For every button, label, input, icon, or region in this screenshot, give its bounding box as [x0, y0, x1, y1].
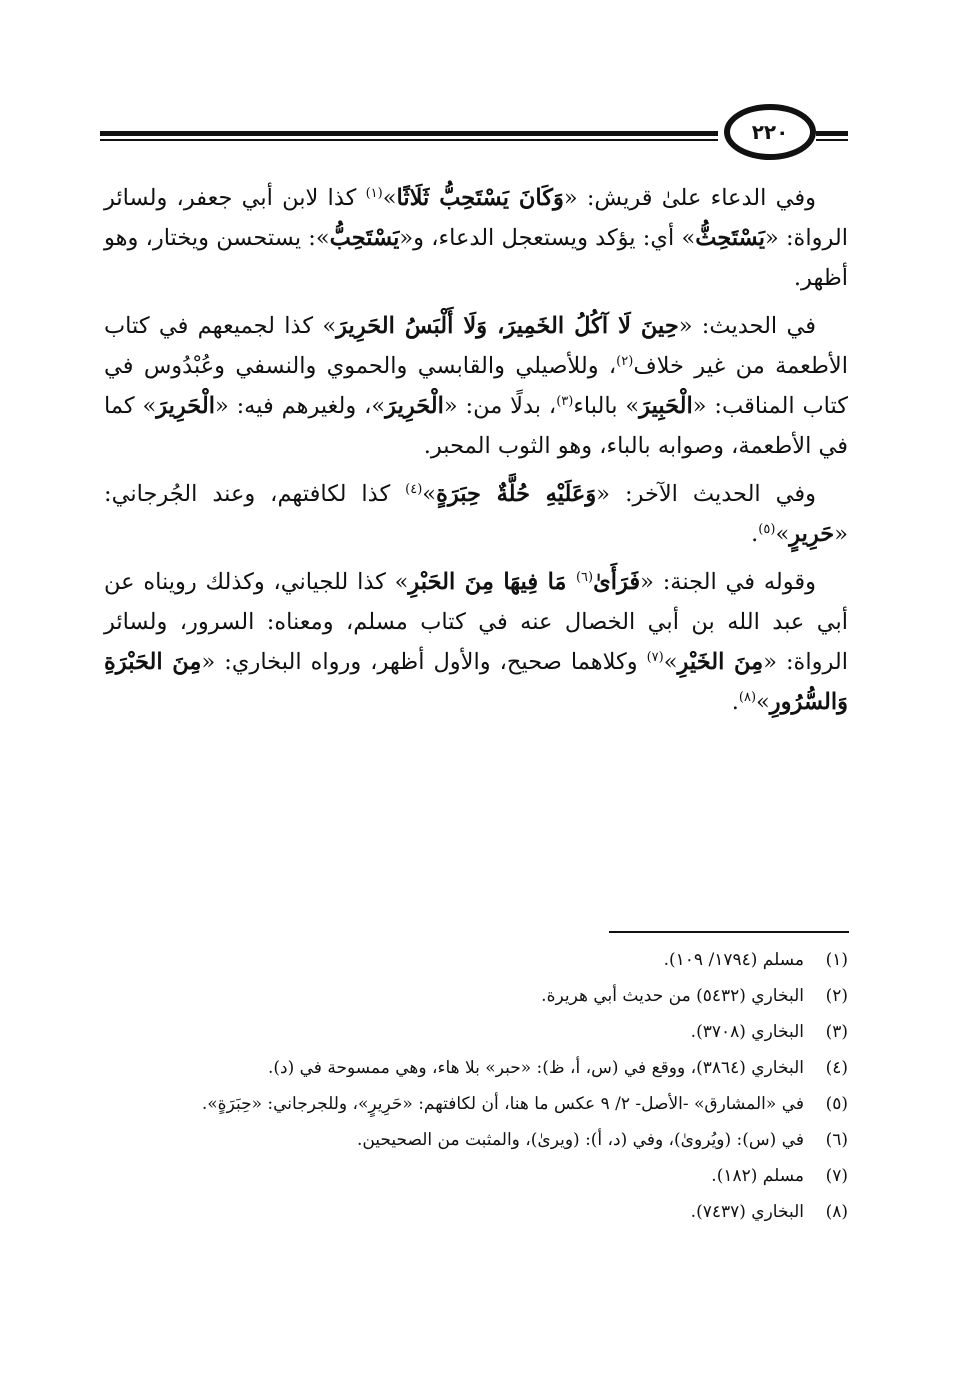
- footnote-separator: [609, 931, 849, 933]
- footnote-item: [104, 1198, 848, 1226]
- paragraph: [104, 178, 848, 298]
- footnote-text: في (س): (ويُروىٰ)، وفي (د، أ): (ويرىٰ)، والمثبت من الصحيحين.: [356, 1130, 804, 1150]
- footnote-number: (٥): [825, 1094, 848, 1114]
- footnote-ref: (٥): [758, 522, 776, 537]
- footnote-text: البخاري (٧٤٣٧).: [690, 1202, 804, 1222]
- text-run: »، ولغيرهم فيه: «: [214, 393, 386, 419]
- footnote-text: في «المشارق» -الأصل- ٢/ ٩ عكس ما هنا، أن لكافتهم: «حَرِيرٍ»، وللجرجاني: «حِبَرَةٍ».: [201, 1094, 804, 1114]
- hadith-quote: فَرَأَىٰ: [593, 569, 641, 595]
- text-run: » كذا للجياني، وكذلك رويناه عن أبي عبد الله بن أبي الخصال عنه في كتاب مسلم، ومعناه: السرور، ولسائر الرواة: «: [104, 569, 848, 675]
- footnote-number: (١): [825, 950, 848, 970]
- footnote-item: [104, 946, 848, 974]
- footnote-item: [104, 1054, 848, 1082]
- text-run: »: [775, 521, 790, 547]
- footnote-item: [104, 1126, 848, 1154]
- hadith-quote: مِنَ الحَبْرَةِ وَالسُّرُورِ: [104, 649, 848, 715]
- footnote-item: [104, 1162, 848, 1190]
- footnote-number: (٣): [825, 1022, 848, 1042]
- text-run: » كما في الأطعمة، وصوابه بالباء، وهو الثوب المحبر.: [104, 393, 848, 459]
- hadith-quote: الْحَرِيرَ: [385, 393, 444, 419]
- text-run: » كذا لجميعهم في كتاب الأطعمة من غير خلاف: [104, 313, 848, 379]
- text-run: وفي الحديث الآخر: «: [596, 481, 816, 507]
- text-run: ، بدلًا من: «: [443, 393, 557, 419]
- hadith-quote: الْحَرِيرَ: [156, 393, 215, 419]
- footnote-text: البخاري (٥٤٣٢) من حديث أبي هريرة.: [541, 986, 804, 1006]
- hadith-quote: مِنَ الخَيْرِ: [677, 649, 764, 675]
- footnotes: [104, 946, 848, 1234]
- text-run: » أي: يؤكد ويستعجل الدعاء، و«: [399, 225, 696, 251]
- page-header: [100, 104, 848, 166]
- footnote-number: (٦): [825, 1130, 848, 1150]
- footnote-item: [104, 982, 848, 1010]
- page-number: ٢٢٠: [724, 104, 816, 160]
- text-run: كذا لابن أبي جعفر، ولسائر الرواة: «: [104, 185, 848, 251]
- text-run: .: [751, 521, 759, 547]
- text-run: »: [382, 185, 397, 211]
- footnote-text: مسلم (١٨٢).: [711, 1166, 804, 1186]
- text-run: وكلاهما صحيح، والأول أظهر، ورواه البخاري: «: [201, 649, 647, 675]
- hadith-quote: وَعَلَيْهِ حُلَّةٌ حِبَرَةٍ: [436, 481, 597, 507]
- hadith-quote: يَسْتَحِبُّ: [329, 225, 400, 251]
- footnote-ref: (١): [365, 186, 383, 201]
- hadith-quote: حَرِيرٍ: [789, 521, 835, 547]
- text-run: » بالباء: [573, 393, 640, 419]
- text-run: .: [731, 689, 739, 715]
- text-run: »: [422, 481, 437, 507]
- header-rule-right-thick: [816, 131, 848, 136]
- header-rule-right-thin: [816, 139, 848, 141]
- footnote-item: [104, 1090, 848, 1118]
- text-run: في الحديث: «: [678, 313, 816, 339]
- hadith-quote: حِينَ لَا آكُلُ الخَمِيرَ، وَلَا أَلْبَسُ الحَرِيرَ: [336, 313, 679, 339]
- text-run: ، وللأصيلي والقابسي والحموي والنسفي وعُبْدُوس في كتاب المناقب: «: [104, 353, 849, 419]
- footnote-ref: (٢): [616, 354, 634, 369]
- text-run: وفي الدعاء علىٰ قريش: «: [563, 185, 816, 211]
- footnote-text: البخاري (٣٨٦٤)، ووقع في (س، أ، ظ): «حبر» بلا هاء، وهي ممسوحة في (د).: [267, 1058, 804, 1078]
- hadith-quote: الْحَبِيرَ: [639, 393, 693, 419]
- footnote-ref: (٨): [738, 690, 757, 705]
- header-rule-thin: [100, 139, 718, 141]
- text-run: »: [756, 689, 770, 715]
- footnote-item: [104, 1018, 848, 1046]
- text-run: »: [663, 649, 678, 675]
- hadith-quote: مَا فِيهَا مِنَ الحَبْرِ: [408, 569, 576, 595]
- header-rule-thick: [100, 131, 718, 136]
- footnote-ref: (٦): [575, 570, 594, 585]
- footnote-number: (٢): [825, 986, 848, 1006]
- footnote-number: (٤): [825, 1058, 848, 1078]
- paragraph: [104, 306, 848, 466]
- main-text: [104, 178, 848, 730]
- paragraph: [104, 562, 848, 722]
- text-run: »: يستحسن ويختار، وهو أظهر.: [104, 225, 848, 291]
- hadith-quote: وَكَانَ يَسْتَحِبُّ ثَلَاثًا: [396, 185, 564, 211]
- text-run: وقوله في الجنة: «: [640, 569, 816, 595]
- footnote-ref: (٧): [646, 650, 664, 665]
- footnote-number: (٨): [825, 1202, 848, 1222]
- footnote-text: البخاري (٣٧٠٨).: [690, 1022, 804, 1042]
- footnote-text: مسلم (١٧٩٤/ ١٠٩).: [663, 950, 804, 970]
- paragraph: [104, 474, 848, 554]
- footnote-ref: (٣): [556, 394, 574, 409]
- footnote-ref: (٤): [405, 482, 423, 497]
- footnote-number: (٧): [825, 1166, 848, 1186]
- text-run: كذا لكافتهم، وعند الجُرجاني: «: [104, 481, 848, 547]
- hadith-quote: يَسْتَحِثُّ: [695, 225, 765, 251]
